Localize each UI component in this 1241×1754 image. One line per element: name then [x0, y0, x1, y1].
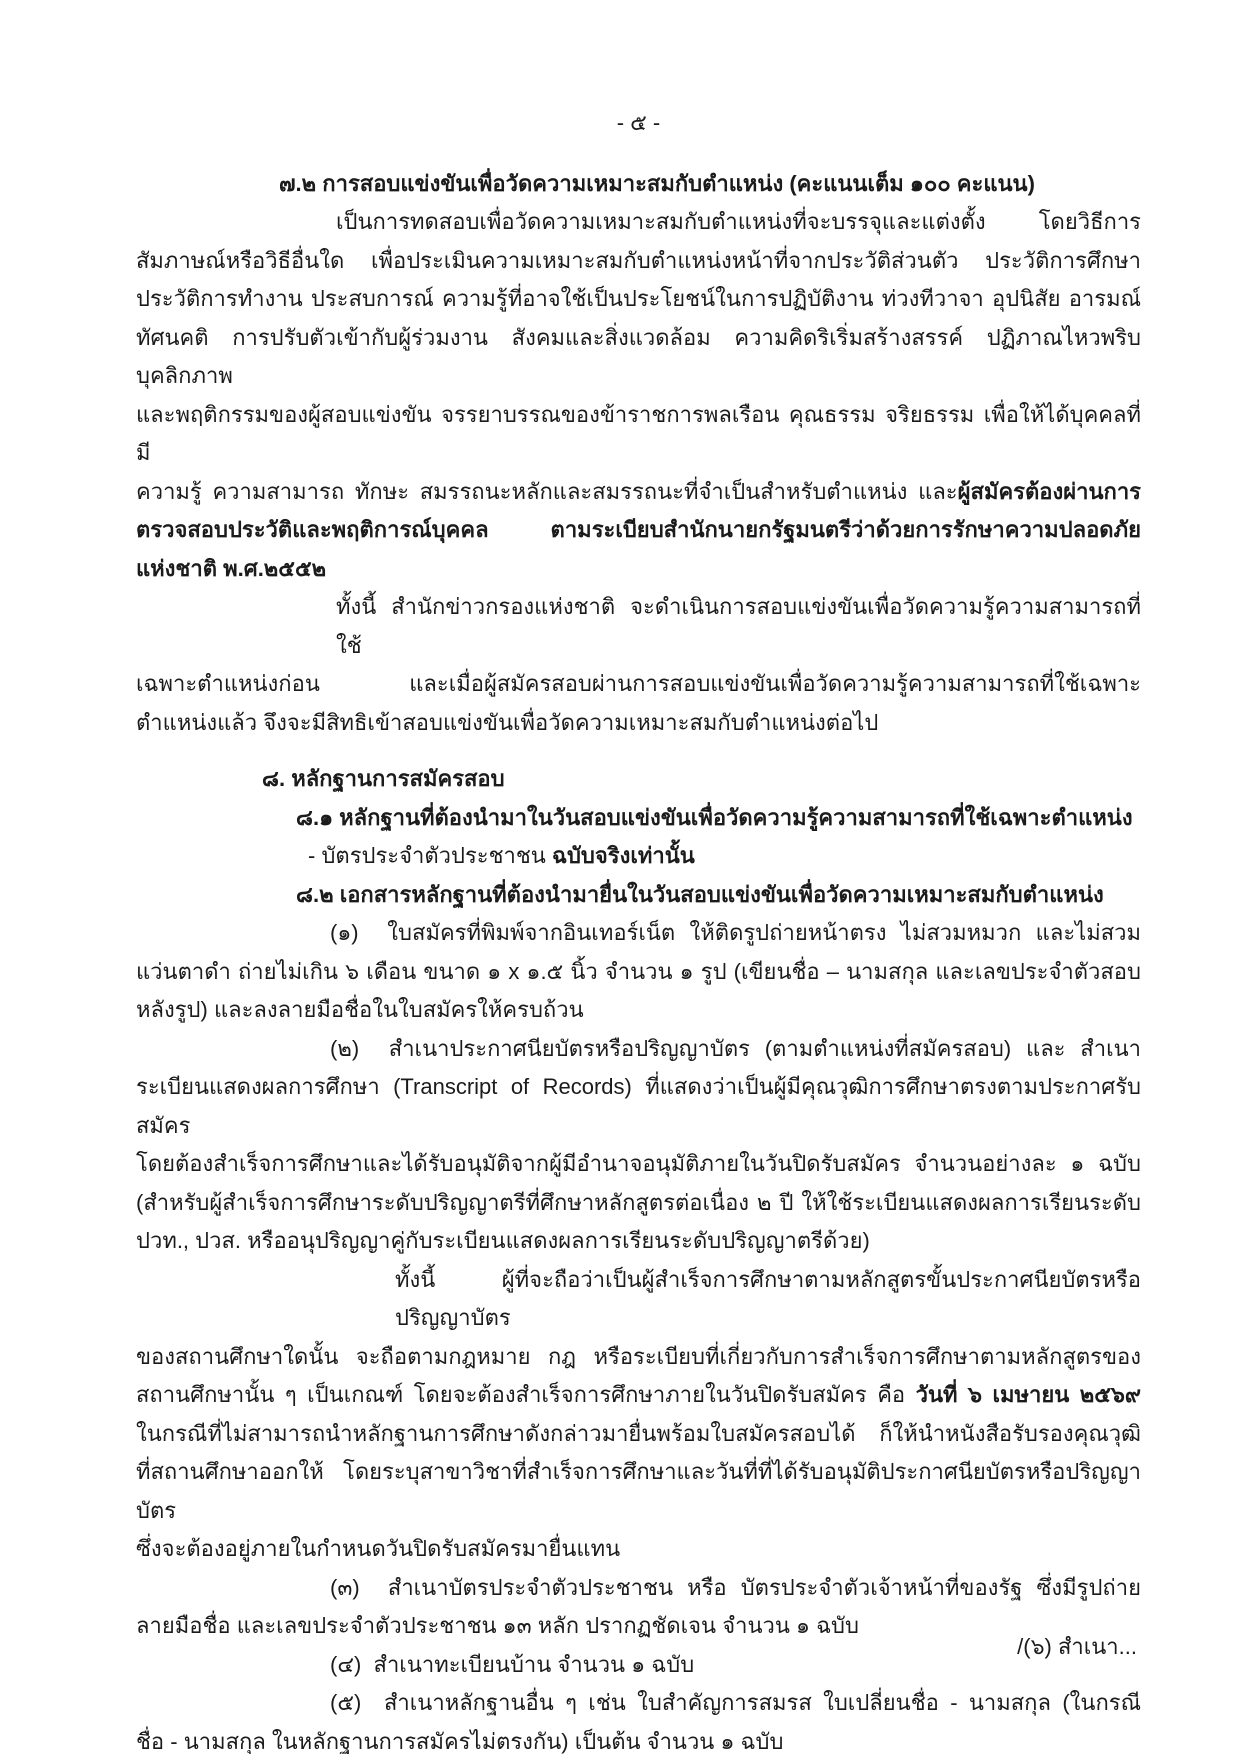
- text-line: [136, 319, 1148, 396]
- text-segment: ชื่อ - นามสกุล ในหลักฐานการสมัครไม่ตรงกัน) เป็นต้น จำนวน ๑ ฉบับ: [136, 1728, 784, 1754]
- bold-text-segment: ตรวจสอบประวัติและพฤติการณ์บุคคล ตามระเบียบสำนักนายกรัฐมนตรีว่าด้วยการรักษาความปลอดภัย: [136, 517, 1141, 542]
- text-segment: ปวท., ปวส. หรืออนุปริญญาคู่กับระเบียนแสดงผลการเรียนระดับปริญญาตรีด้วย): [136, 1228, 870, 1253]
- text-segment: แว่นตาดำ ถ่ายไม่เกิน ๖ เดือน ขนาด ๑ x ๑.๕ นิ้ว จำนวน ๑ รูป (เขียนชื่อ – นามสกุล และเลขประจำตัวสอบ: [136, 958, 1141, 984]
- text-segment: (๒) สำเนาประกาศนียบัตรหรือปริญญาบัตร (ตามตำแหน่งที่สมัครสอบ) และ สำเนา: [330, 1035, 1141, 1061]
- text-segment: (สำหรับผู้สำเร็จการศึกษาระดับปริญญาตรีที่ศึกษาหลักสูตรต่อเนื่อง ๒ ปี ให้ใช้ระเบียนแสดงผลการเรียนระดับ: [136, 1189, 1141, 1215]
- text-segment: เป็นการทดสอบเพื่อวัดความเหมาะสมกับตำแหน่งที่จะบรรจุและแต่งตั้ง โดยวิธีการ: [336, 209, 1141, 234]
- text-segment: ลายมือชื่อ และเลขประจำตัวประชาชน ๑๓ หลัก ปรากฏชัดเจน จำนวน ๑ ฉบับ: [136, 1613, 859, 1638]
- text-line: [136, 876, 1141, 915]
- document-body: [136, 104, 1148, 1754]
- bold-text-segment: ๗.๒ การสอบแข่งขันเพื่อวัดความเหมาะสมกับตำแหน่ง (คะแนนเต็ม ๑๐๐ คะแนน): [279, 170, 1035, 196]
- text-line: [136, 1068, 1141, 1145]
- text-line: [136, 991, 1141, 1030]
- text-segment: (๔) สำเนาทะเบียนบ้าน จำนวน ๑ ฉบับ: [330, 1651, 695, 1677]
- text-segment: หลังรูป) และลงลายมือชื่อในใบสมัครให้ครบถ้วน: [136, 997, 584, 1022]
- text-line: [136, 1338, 1141, 1377]
- text-line: [136, 1184, 1141, 1223]
- text-segment: - ๕ -: [616, 110, 661, 135]
- text-line: [136, 799, 1141, 838]
- text-segment: ทั้งนี้ สำนักข่าวกรองแห่งชาติ จะดำเนินการสอบแข่งขันเพื่อวัดความรู้ความสามารถที่ใช้: [336, 594, 1141, 658]
- bold-text-segment: ๘.๑ หลักฐานที่ต้องนำมาในวันสอบแข่งขันเพื่อวัดความรู้ความสามารถที่ใช้เฉพาะตำแหน่ง: [296, 804, 1133, 830]
- text-line: [136, 704, 1141, 743]
- text-line: [136, 1684, 1141, 1723]
- text-line: [136, 1569, 1141, 1608]
- text-segment: สถานศึกษานั้น ๆ เป็นเกณฑ์ โดยจะต้องสำเร็จการศึกษาภายในวันปิดรับสมัคร คือ: [136, 1382, 916, 1407]
- bold-text-segment: ผู้สมัครต้องผ่านการ: [957, 478, 1141, 504]
- text-segment: และพฤติกรรมของผู้สอบแข่งขัน จรรยาบรรณของข้าราชการพลเรือน คุณธรรม จริยธรรม เพื่อให้ได้บุคคลที่มี: [136, 401, 1141, 465]
- text-segment: (๕) สำเนาหลักฐานอื่น ๆ เช่น ใบสำคัญการสมรส ใบเปลี่ยนชื่อ - นามสกุล (ในกรณี: [330, 1690, 1141, 1715]
- text-line: [136, 1723, 1141, 1754]
- text-line: [136, 1607, 1141, 1646]
- bold-text-segment: ๘. หลักฐานการสมัครสอบ: [262, 766, 505, 791]
- text-line: [136, 165, 1141, 204]
- text-line: [136, 396, 1141, 473]
- text-line: [136, 1453, 1141, 1530]
- page-continuation-mark: /(๖) สำเนา...: [1017, 1634, 1137, 1659]
- text-segment: สัมภาษณ์หรือวิธีอื่นใด เพื่อประเมินความเหมาะสมกับตำแหน่งหน้าที่จากประวัติส่วนตัว ประวัติการศึกษา: [136, 247, 1141, 273]
- text-line: [136, 1222, 1141, 1261]
- text-line: [136, 550, 1141, 589]
- text-segment: ซึ่งจะต้องอยู่ภายในกำหนดวันปิดรับสมัครมายื่นแทน: [136, 1536, 621, 1561]
- text-line: [136, 953, 1141, 992]
- text-line: [136, 1530, 1141, 1569]
- text-segment: - บัตรประจำตัวประชาชน: [308, 843, 552, 868]
- text-line: [136, 203, 1141, 242]
- text-segment: ทัศนคติ การปรับตัวเข้ากับผู้ร่วมงาน สังคมและสิ่งแวดล้อม ความคิดริเริ่มสร้างสรรค์ ปฏิภาณไหวพริบ บุคลิกภาพ: [136, 324, 1148, 388]
- text-segment: ระเบียนแสดงผลการศึกษา (Transcript of Records) ที่แสดงว่าเป็นผู้มีคุณวุฒิการศึกษาตรงตามประกาศรับสมัคร: [136, 1074, 1141, 1138]
- text-line: [136, 473, 1141, 512]
- text-line: [136, 1415, 1141, 1454]
- text-segment: (๑) ใบสมัครที่พิมพ์จากอินเทอร์เน็ต ให้ติดรูปถ่ายหน้าตรง ไม่สวมหมวก และไม่สวม: [330, 920, 1141, 945]
- text-line: [136, 242, 1141, 281]
- text-segment: โดยต้องสำเร็จการศึกษาและได้รับอนุมัติจากผู้มีอำนาจอนุมัติภายในวันปิดรับสมัคร จำนวนอย่างละ ๑ ฉบับ: [136, 1151, 1141, 1176]
- text-line: [136, 1145, 1141, 1184]
- bold-text-segment: ๘.๒ เอกสารหลักฐานที่ต้องนำมายื่นในวันสอบแข่งขันเพื่อวัดความเหมาะสมกับตำแหน่ง: [296, 881, 1104, 907]
- text-line: [136, 837, 1141, 876]
- text-line: [136, 1030, 1141, 1069]
- text-line: [136, 1646, 1141, 1685]
- page-number: [136, 104, 1141, 143]
- bold-text-segment: แห่งชาติ พ.ศ.๒๕๕๒: [136, 555, 327, 581]
- text-segment: ที่สถานศึกษาออกให้ โดยระบุสาขาวิชาที่สำเร็จการศึกษาและวันที่ที่ได้รับอนุมัติประกาศนียบัตรหรือปริญญาบัตร: [136, 1459, 1141, 1523]
- text-line: [136, 280, 1141, 319]
- text-segment: ความรู้ ความสามารถ ทักษะ สมรรถนะหลักและสมรรถนะที่จำเป็นสำหรับตำแหน่ง และ: [136, 478, 958, 504]
- text-line: [136, 665, 1141, 704]
- text-line: [136, 1376, 1141, 1415]
- text-segment: ทั้งนี้ ผู้ที่จะถือว่าเป็นผู้สำเร็จการศึกษาตามหลักสูตรขั้นประกาศนียบัตรหรือปริญญาบัตร: [395, 1266, 1141, 1330]
- text-segment: ประวัติการทำงาน ประสบการณ์ ความรู้ที่อาจใช้เป็นประโยชน์ในการปฏิบัติงาน ท่วงทีวาจา อุปนิสัย อารมณ์: [136, 286, 1141, 311]
- text-line: [136, 760, 1141, 799]
- text-line: [136, 511, 1141, 550]
- bold-text-segment: ฉบับจริงเท่านั้น: [551, 843, 695, 868]
- text-segment: ของสถานศึกษาใดนั้น จะถือตามกฎหมาย กฎ หรือระเบียบที่เกี่ยวกับการสำเร็จการศึกษาตามหลักสูตรของ: [136, 1343, 1141, 1369]
- text-line: [136, 588, 1141, 665]
- bold-text-segment: วันที่ ๖ เมษายน ๒๕๖๙: [915, 1382, 1142, 1407]
- text-line: [136, 1261, 1141, 1338]
- text-segment: (๓) สำเนาบัตรประจำตัวประชาชน หรือ บัตรประจำตัวเจ้าหน้าที่ของรัฐ ซึ่งมีรูปถ่าย: [330, 1574, 1141, 1600]
- text-segment: เฉพาะตำแหน่งก่อน และเมื่อผู้สมัครสอบผ่านการสอบแข่งขันเพื่อวัดความรู้ความสามารถที่ใช้เฉพาะ: [136, 671, 1141, 696]
- text-segment: ตำแหน่งแล้ว จึงจะมีสิทธิเข้าสอบแข่งขันเพื่อวัดความเหมาะสมกับตำแหน่งต่อไป: [136, 709, 879, 735]
- text-line: [136, 914, 1141, 953]
- text-segment: ในกรณีที่ไม่สามารถนำหลักฐานการศึกษาดังกล่าวมายื่นพร้อมใบสมัครสอบได้ ก็ให้นำหนังสือรับรองคุณวุฒิ: [136, 1420, 1141, 1446]
